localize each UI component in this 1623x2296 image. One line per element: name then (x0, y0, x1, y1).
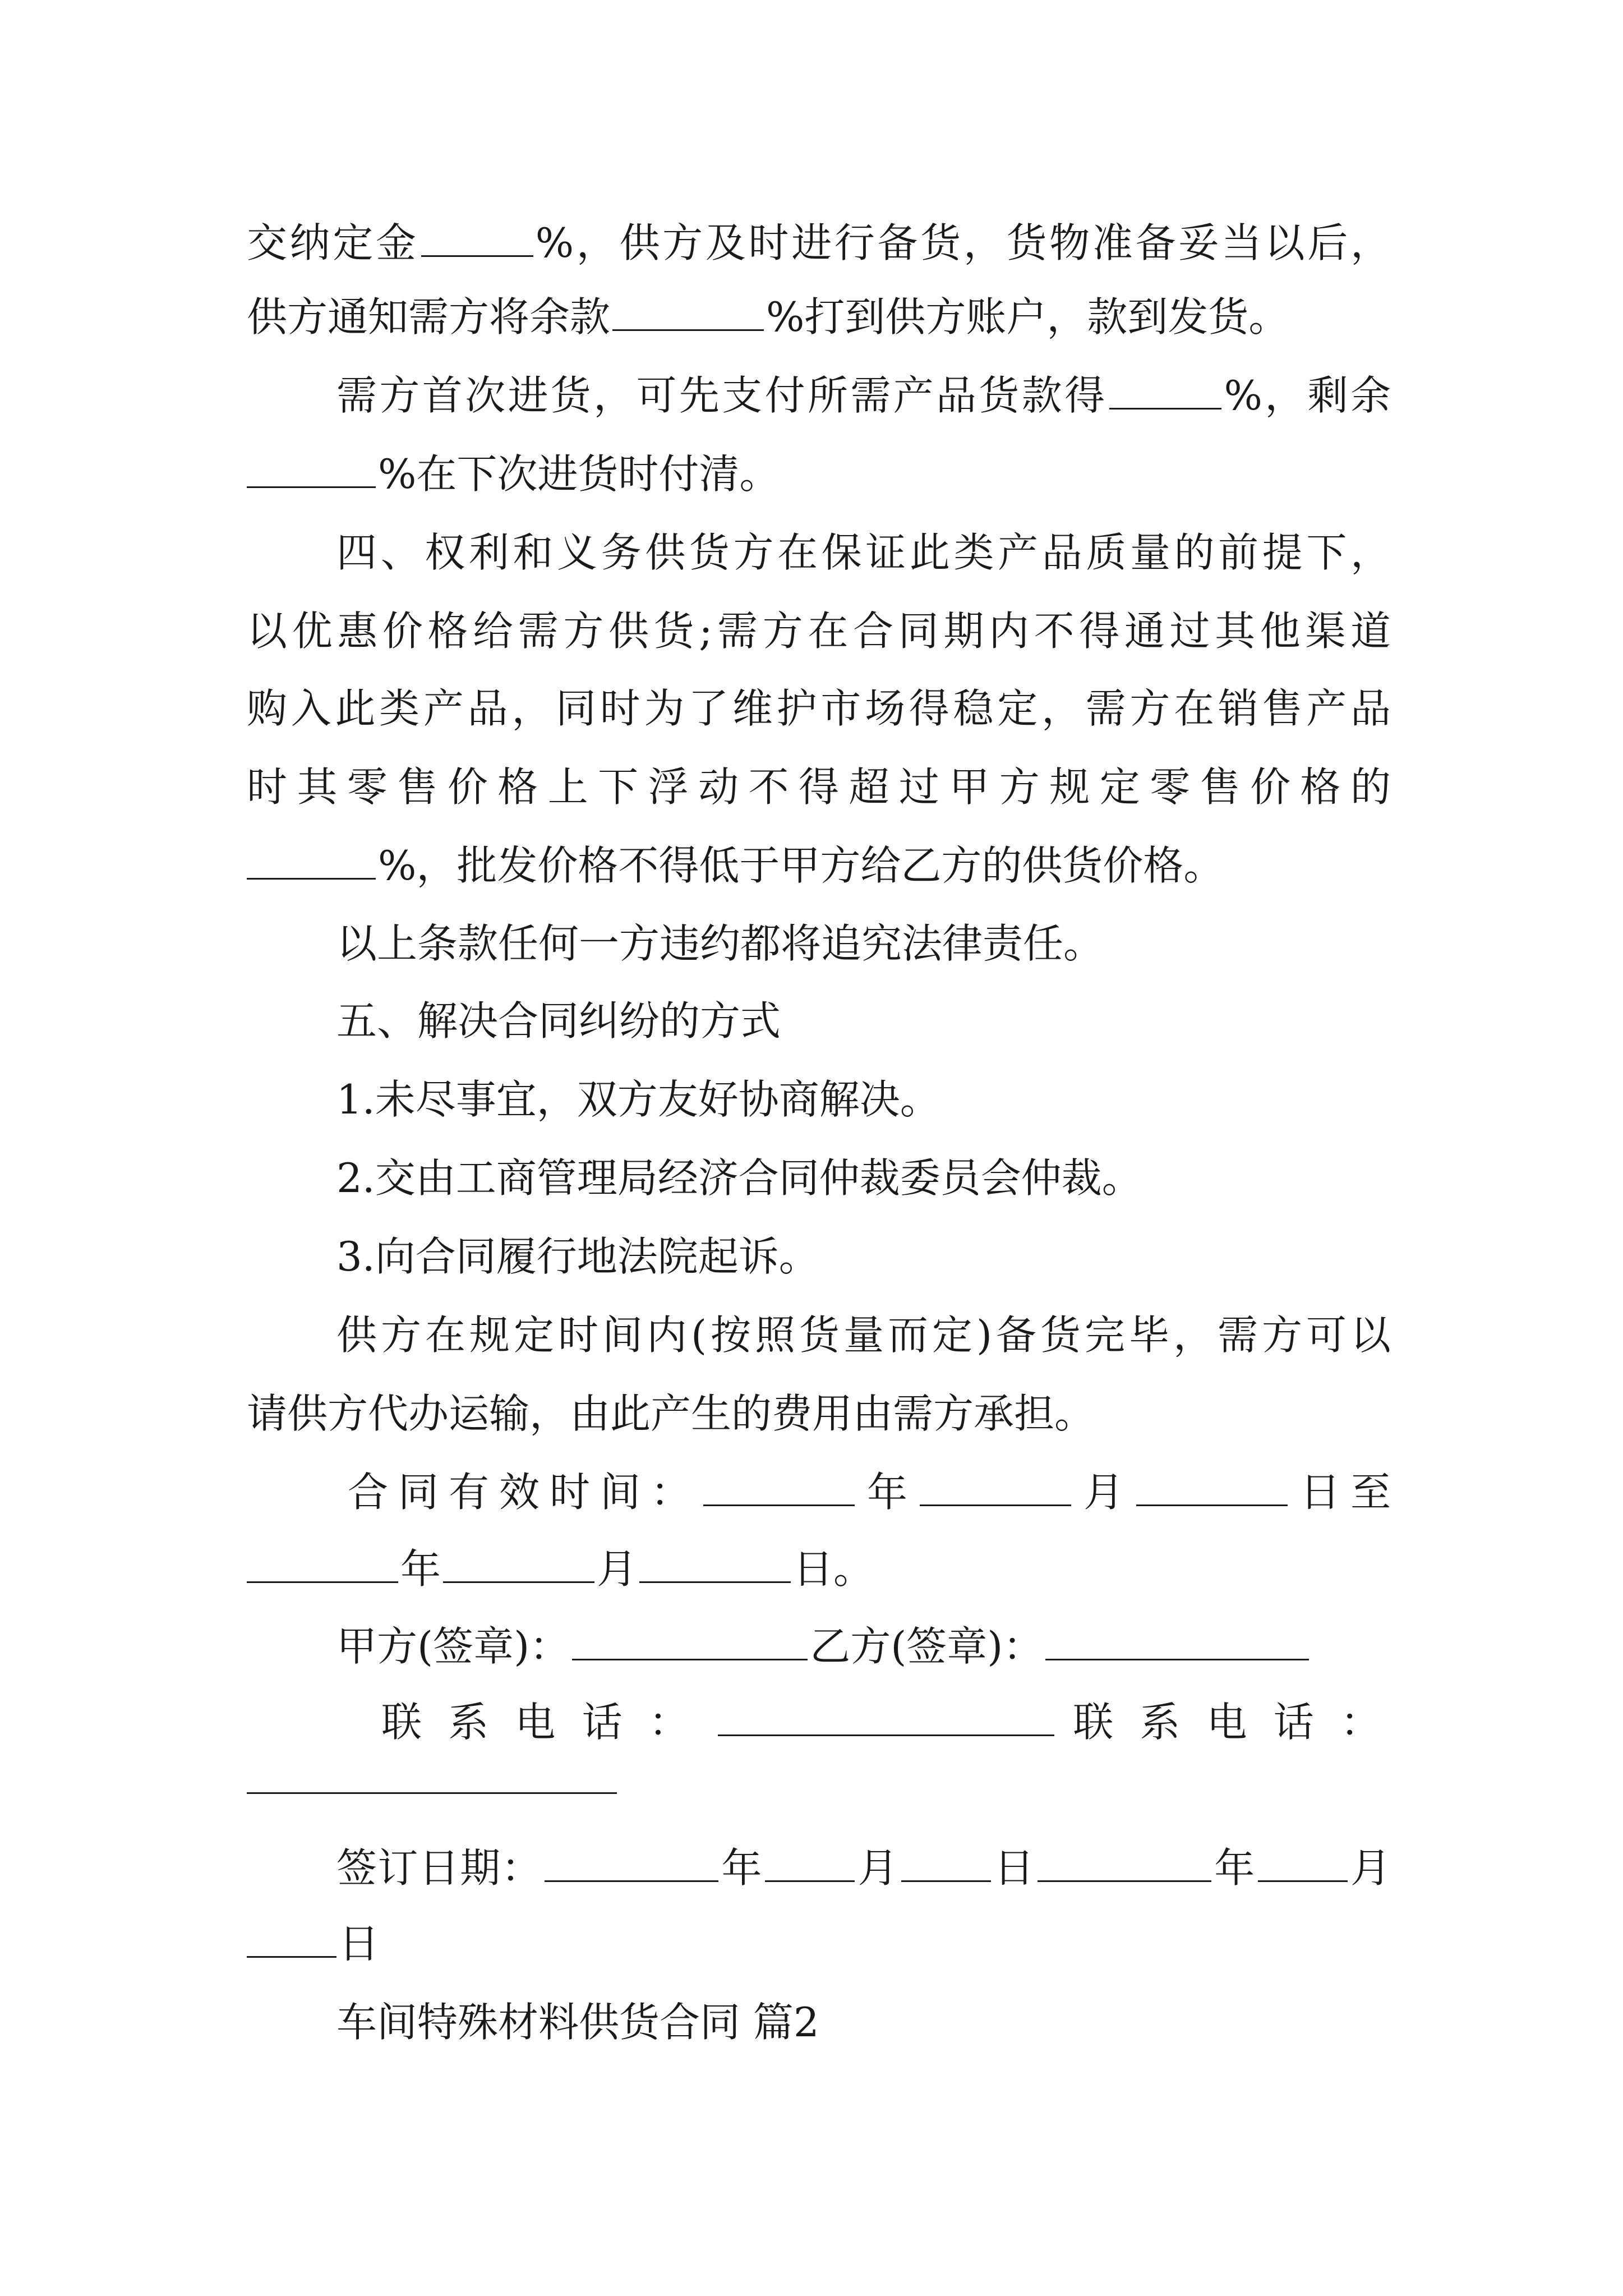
section5-title: 五、解决合同纠纷的方式 (336, 997, 781, 1045)
retail-float-percent-blank (247, 833, 376, 880)
first-purchase-line-1: 需方首次进货，可先支付所需产品货款得 %，剩余 (336, 362, 1391, 429)
transport-line-1: 供方在规定时间内(按照货量而定)备货完毕，需方可以 (336, 1312, 1391, 1359)
section4-line-4: 时其零售价格上下浮动不得超过甲方规定零售价格的 (247, 763, 1391, 811)
section4-line-3: 购入此类产品，同时为了维护市场得稳定，需方在销售产品 (247, 685, 1391, 732)
validity-start-year-blank (703, 1460, 855, 1506)
validity-end-day-blank (639, 1536, 791, 1583)
sign-date-b-month-blank (1258, 1835, 1348, 1882)
sign-date-a-day-blank (901, 1835, 991, 1882)
section4-line-5: %，批发价格不得低于甲方给乙方的供货价格。 (247, 832, 1391, 899)
balance-percent-blank (612, 284, 764, 331)
sign-date-a-month-blank (765, 1835, 855, 1882)
validity-end-year-blank (247, 1536, 398, 1583)
party-b-signature-blank (1045, 1614, 1309, 1660)
first-payment-percent-blank (1109, 363, 1221, 409)
validity-line-2: 年 月 日。 (247, 1535, 1391, 1603)
sign-date-line-2: 日 (247, 1910, 1391, 1977)
validity-start-day-blank (1136, 1460, 1288, 1506)
sign-date-b-year-blank (1038, 1835, 1211, 1882)
section5-item-3: 3.向合同履行地法院起诉。 (336, 1233, 819, 1280)
deposit-line-2: 供方通知需方将余款 %打到供方账户，款到发货。 (247, 283, 1391, 351)
validity-line-1: 合同有效时间： 年 月 日至 (348, 1458, 1391, 1526)
validity-end-month-blank (443, 1536, 594, 1583)
phone-line: 联系电话： 联系电话： (381, 1688, 1391, 1756)
liability-line: 以上条款任何一方违约都将追究法律责任。 (336, 920, 1104, 967)
section4-line-2: 以优惠价格给需方供货;需方在合同期内不得通过其他渠道 (247, 608, 1391, 655)
section5-item-1: 1.未尽事宜，双方友好协商解决。 (336, 1076, 940, 1123)
validity-start-month-blank (920, 1460, 1071, 1506)
party-a-phone-blank (718, 1690, 1054, 1736)
transport-line-2: 请供方代办运输，由此产生的费用由需方承担。 (247, 1390, 1095, 1437)
party-b-phone-blank (247, 1792, 617, 1794)
deposit-line-1: 交纳定金 %，供方及时进行备货，货物准备妥当以后， (247, 209, 1391, 277)
sign-date-line: 签订日期： 年 月 日 年 月 (336, 1834, 1391, 1902)
section4-line-1: 四、权利和义务供货方在保证此类产品质量的前提下， (336, 529, 1391, 576)
sign-date-a-year-blank (545, 1835, 718, 1882)
section5-item-2: 2.交由工商管理局经济合同仲裁委员会仲裁。 (336, 1154, 1142, 1202)
signature-line: 甲方(签章)： 乙方(签章)： (336, 1613, 1391, 1680)
first-purchase-line-2: %在下次进货时付清。 (247, 440, 1391, 508)
remaining-percent-blank (247, 441, 376, 488)
party-a-signature-blank (572, 1614, 808, 1660)
next-contract-title: 车间特殊材料供货合同 篇2 (336, 1999, 819, 2046)
sign-date-b-day-blank (247, 1911, 336, 1958)
deposit-percent-blank (421, 210, 533, 257)
